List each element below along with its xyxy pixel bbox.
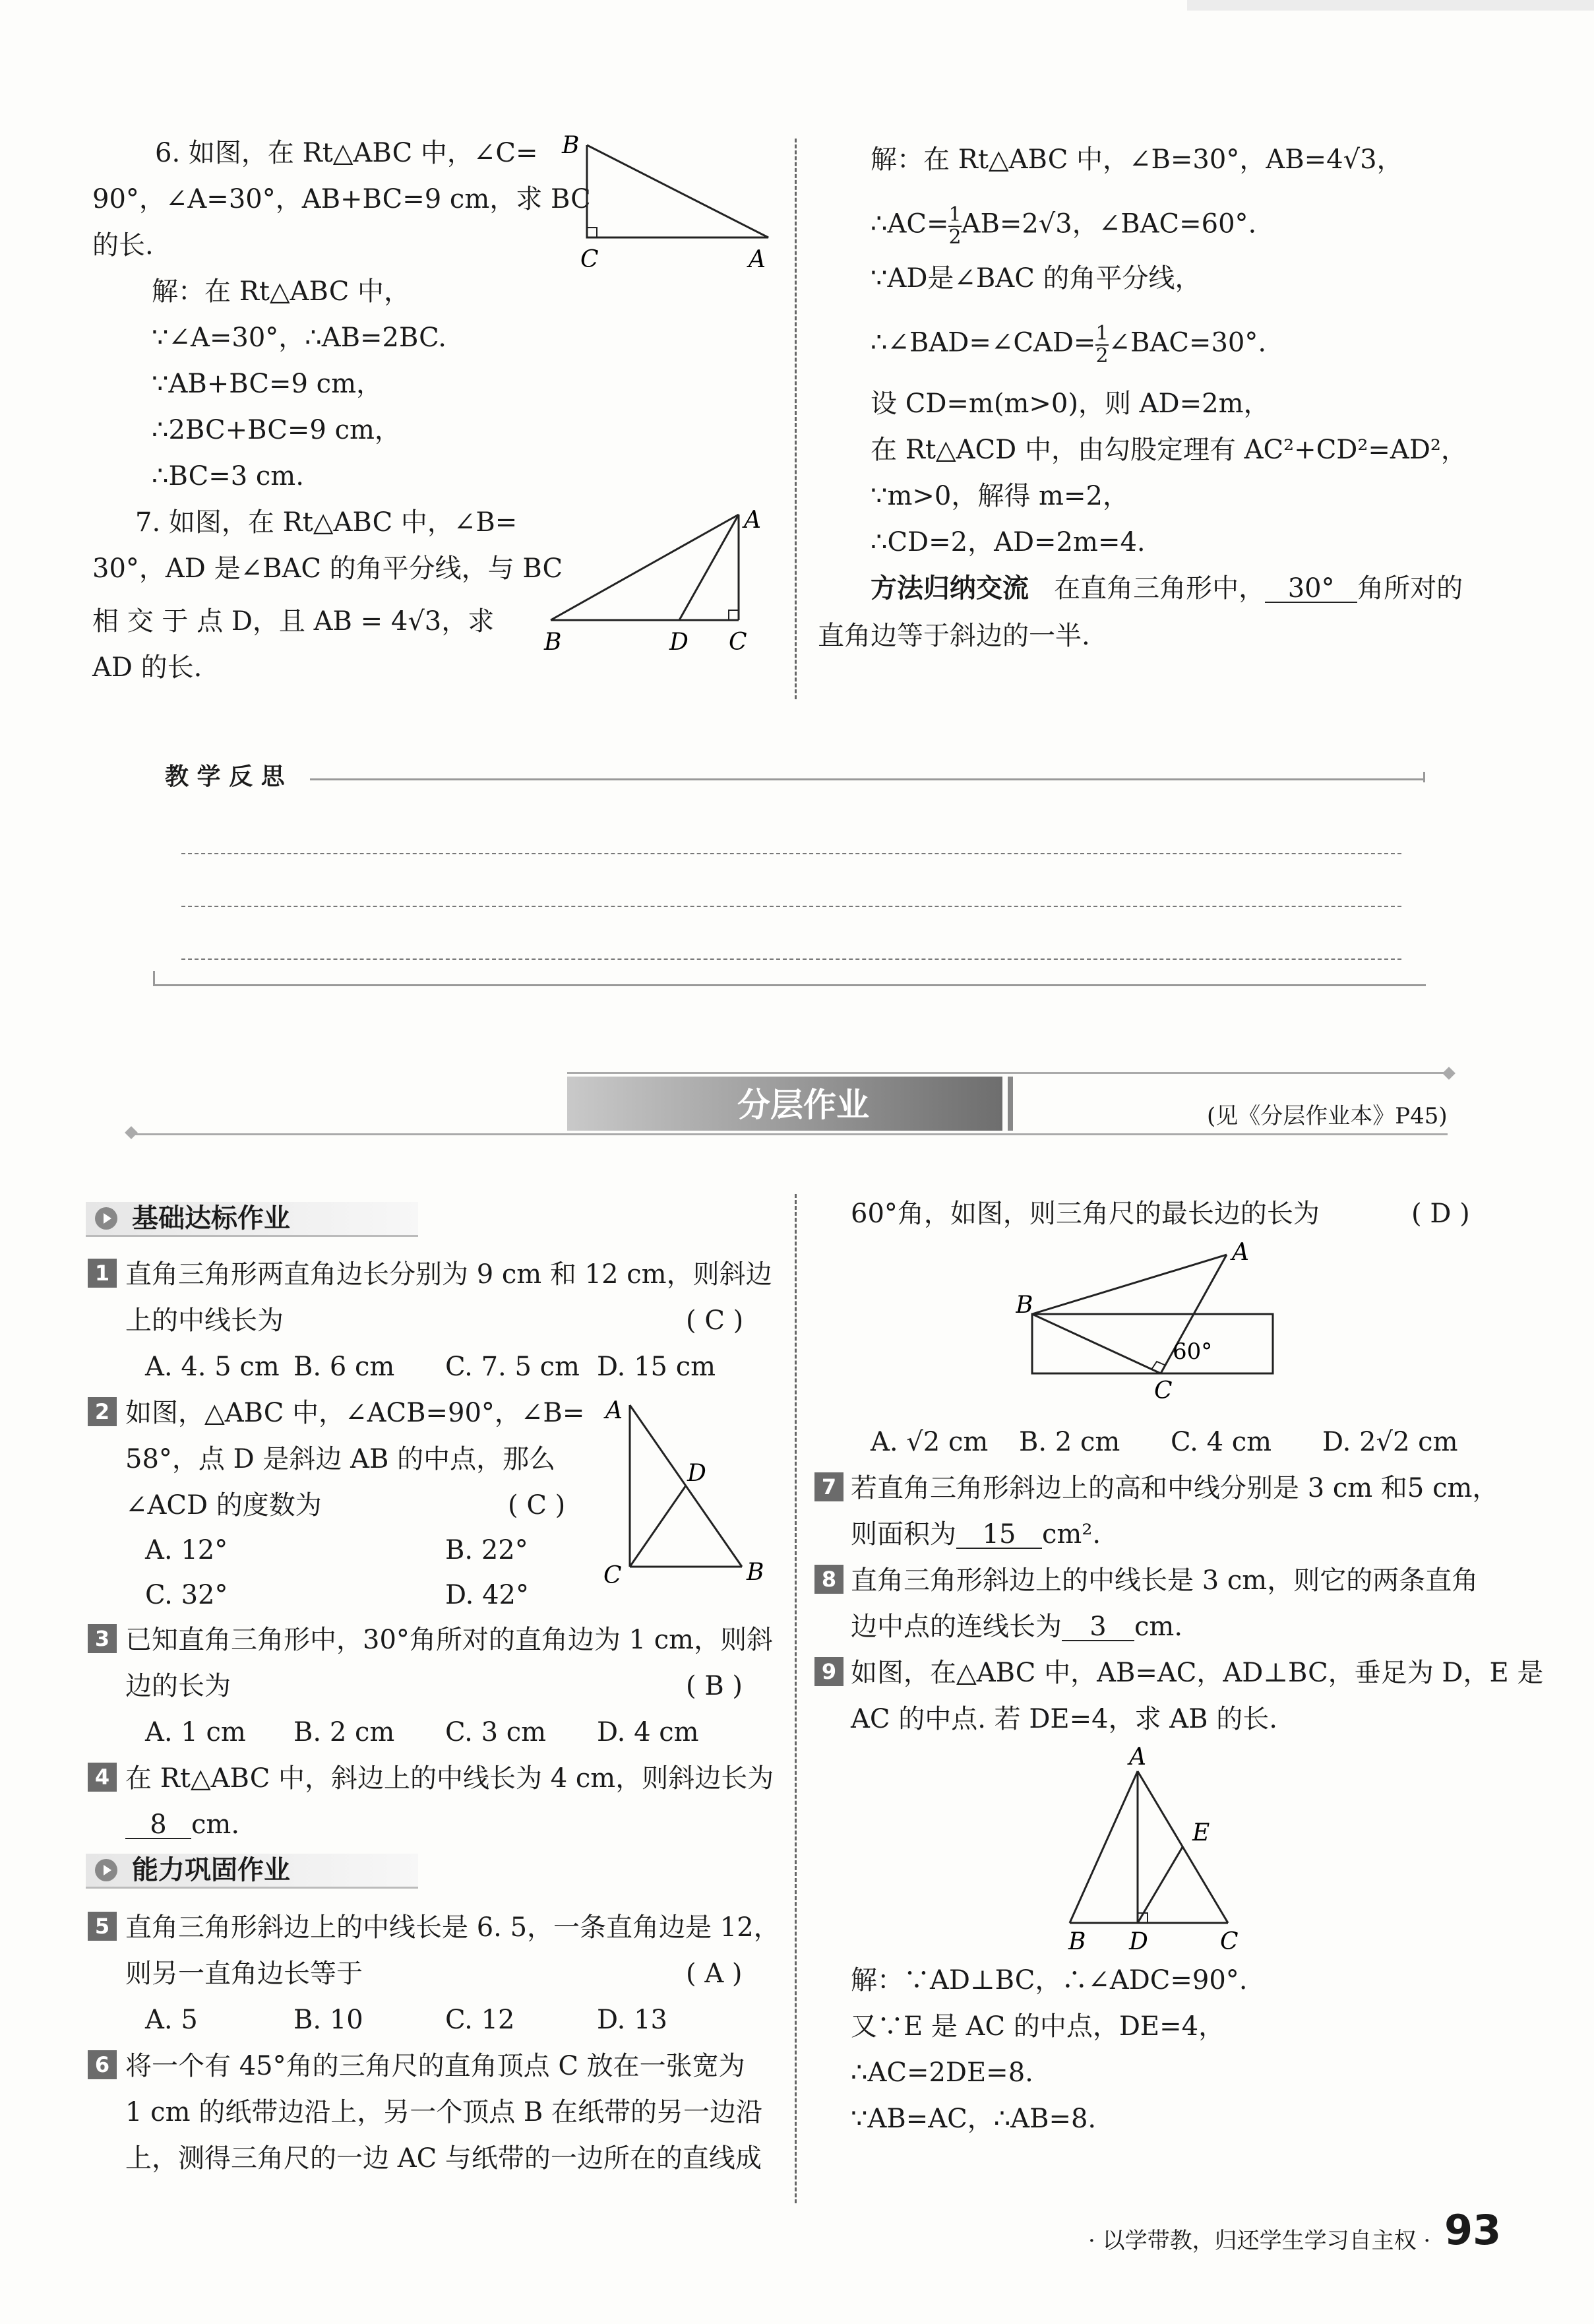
q9-fig-label-d: D bbox=[1129, 1928, 1148, 1953]
banner-rule-left-diamond bbox=[125, 1126, 138, 1139]
reflection-top-rule bbox=[310, 778, 1425, 780]
section-arrow-icon bbox=[95, 1859, 117, 1881]
rs-line-5: 设 CD=m(m>0)，则 AD=2m， bbox=[871, 389, 1270, 419]
q7-line-1: 若直角三角形斜边上的高和中线分别是 3 cm 和5 cm， bbox=[851, 1473, 1499, 1503]
q2-number-badge: 2 bbox=[88, 1397, 117, 1426]
bottom-column-divider bbox=[795, 1194, 797, 2203]
q7-line-3: 相 交 于 点 D，且 AB = 4√3，求 bbox=[92, 606, 495, 637]
method-pre: 在直角三角形中， bbox=[1054, 573, 1266, 604]
q9-line-1: 如图，在△ABC 中，AB=AC，AD⊥BC，垂足为 D，E 是 bbox=[851, 1658, 1544, 1688]
rs-line-6: 在 Rt△ACD 中，由勾股定理有 AC²+CD²=AD²， bbox=[871, 435, 1467, 465]
q9-fig-label-a: A bbox=[1129, 1743, 1146, 1771]
q8-pre: 边中点的连线长为 bbox=[851, 1612, 1062, 1642]
q2-fig-label-b: B bbox=[747, 1559, 764, 1586]
q5-number-badge: 5 bbox=[88, 1912, 117, 1941]
q5-line-1: 直角三角形斜边上的中线长是 6. 5，一条直角边是 12， bbox=[125, 1912, 780, 1943]
q7-line-4: AD 的长. bbox=[92, 652, 202, 683]
q3-line-1: 已知直角三角形中，30°角所对的直角边为 1 cm，则斜 bbox=[125, 1625, 774, 1655]
q7-post: cm². bbox=[1042, 1519, 1101, 1550]
rs-fraction-2-den: 2 bbox=[1095, 344, 1109, 367]
section-basic-title: 基础达标作业 bbox=[132, 1203, 290, 1234]
q6-sol-4: ∴2BC+BC=9 cm， bbox=[152, 415, 401, 445]
top-column-divider bbox=[795, 139, 797, 699]
banner-end-bar bbox=[1008, 1077, 1013, 1131]
q6-fig-angle: 60° bbox=[1173, 1338, 1213, 1365]
q6-sol-3: ∵AB+BC=9 cm， bbox=[152, 369, 383, 399]
rs-line-4 bbox=[871, 323, 1266, 366]
rs-line-2 bbox=[871, 204, 1256, 247]
q7-fig-label-c: C bbox=[729, 629, 747, 656]
q4-post: cm. bbox=[191, 1809, 240, 1840]
q7-fig-label-a: A bbox=[744, 507, 761, 534]
q9-sol-3: ∴AC=2DE=8. bbox=[851, 2057, 1033, 2088]
q1-option-d: D. 15 cm bbox=[597, 1352, 716, 1382]
q6-option-a: A. √2 cm bbox=[871, 1427, 989, 1457]
q8-number-badge: 8 bbox=[814, 1565, 843, 1594]
q6-line-1: 6. 如图，在 Rt△ABC 中，∠C= bbox=[155, 138, 538, 168]
reflection-title: 教 学 反 思 bbox=[165, 763, 285, 790]
banner-rule bbox=[132, 1133, 1448, 1135]
method-summary-line-1 bbox=[871, 575, 1463, 603]
rs-fraction-2 bbox=[1095, 323, 1108, 366]
rs-line-4-post: ∠BAC=30°. bbox=[1108, 327, 1267, 358]
q6-sol-2: ∵∠A=30°，∴AB=2BC. bbox=[152, 323, 446, 353]
q1-line-2: 上的中线长为 bbox=[125, 1305, 284, 1336]
q3-number-badge: 3 bbox=[88, 1624, 117, 1653]
q2-line-1: 如图，△ABC 中，∠ACB=90°，∠B= bbox=[125, 1398, 585, 1428]
rs-line-2-pre: ∴AC= bbox=[871, 208, 949, 239]
q2-fig-label-d: D bbox=[687, 1460, 706, 1487]
q1-line-1: 直角三角形两直角边长分别为 9 cm 和 12 cm，则斜边 bbox=[125, 1259, 772, 1290]
q2-option-d: D. 42° bbox=[445, 1580, 529, 1610]
rs-line-3: ∵AD是∠BAC 的角平分线， bbox=[871, 263, 1202, 294]
q8-line-1: 直角三角形斜边上的中线长是 3 cm，则它的两条直角 bbox=[851, 1565, 1479, 1596]
q9-number-badge: 9 bbox=[814, 1657, 843, 1686]
q9-line-2: AC 的中点. 若 DE=4，求 AB 的长. bbox=[851, 1704, 1278, 1734]
q6-fig-label-c: C bbox=[1154, 1377, 1173, 1404]
q6-fig-label-a: A bbox=[1232, 1240, 1249, 1266]
rs-line-7: ∵m>0，解得 m=2， bbox=[871, 481, 1129, 511]
q3-option-b: B. 2 cm bbox=[293, 1717, 395, 1747]
method-post: 角所对的 bbox=[1357, 573, 1463, 604]
method-blank: 30° bbox=[1265, 575, 1357, 603]
reflection-writing-line-1 bbox=[181, 853, 1401, 854]
q9-sol-4: ∵AB=AC，∴AB=8. bbox=[851, 2104, 1097, 2134]
q8-line-2 bbox=[851, 1614, 1182, 1641]
q7-line-2: 30°，AD 是∠BAC 的角平分线，与 BC bbox=[92, 553, 563, 584]
q5-option-a: A. 5 bbox=[145, 2005, 198, 2035]
q6-fig-label-b: B bbox=[562, 132, 580, 159]
method-label: 方法归纳交流 bbox=[871, 573, 1029, 604]
q5-option-b: B. 10 bbox=[293, 2005, 363, 2035]
section-ability-title: 能力巩固作业 bbox=[132, 1855, 290, 1885]
q2-line-2: 58°，点 D 是斜边 AB 的中点，那么 bbox=[125, 1444, 556, 1474]
rs-line-8: ∴CD=2，AD=2m=4. bbox=[871, 527, 1146, 557]
q7-pre: 则面积为 bbox=[851, 1519, 956, 1550]
q7-blank: 15 bbox=[956, 1521, 1042, 1549]
q6-answer: ( D ) bbox=[1411, 1199, 1470, 1229]
q4-line-1: 在 Rt△ABC 中，斜边上的中线长为 4 cm，则斜边长为 bbox=[125, 1763, 774, 1794]
q2-fig-label-c: C bbox=[603, 1562, 622, 1589]
q1-number-badge: 1 bbox=[88, 1259, 117, 1288]
q6-line-2: 90°，∠A=30°，AB+BC=9 cm，求 BC bbox=[92, 184, 591, 214]
q6-line-3: 的长. bbox=[92, 230, 154, 261]
q1-option-c: C. 7. 5 cm bbox=[445, 1352, 580, 1382]
section-arrow-icon bbox=[95, 1207, 117, 1230]
q2-fig-label-a: A bbox=[605, 1397, 623, 1424]
q2-answer: ( C ) bbox=[508, 1490, 566, 1521]
q3-line-2: 边的长为 bbox=[125, 1671, 231, 1701]
q6-fig-label-b: B bbox=[1016, 1292, 1033, 1319]
banner-reference: (见《分层作业本》P45) bbox=[1207, 1103, 1448, 1129]
q1-option-a: A. 4. 5 cm bbox=[145, 1352, 280, 1382]
reflection-writing-line-2 bbox=[181, 906, 1401, 907]
rs-line-2-post: AB=2√3，∠BAC=60°. bbox=[961, 208, 1257, 239]
top-edge-shadow bbox=[1187, 0, 1594, 11]
q6-line-1: 将一个有 45°角的三角尺的直角顶点 C 放在一张宽为 bbox=[125, 2051, 745, 2081]
q6-line-3: 上，测得三角尺的一边 AC 与纸带的一边所在的直线成 bbox=[125, 2143, 762, 2174]
q7-line-1: 7. 如图，在 Rt△ABC 中，∠B= bbox=[135, 507, 518, 538]
q7-triangle-figure bbox=[541, 501, 765, 660]
q6-number-badge: 6 bbox=[88, 2050, 117, 2079]
q6-option-c: C. 4 cm bbox=[1171, 1427, 1272, 1457]
q7-line-2 bbox=[851, 1521, 1101, 1549]
section-ability-header bbox=[86, 1854, 418, 1889]
q9-triangle-figure bbox=[1055, 1742, 1266, 1953]
q3-option-c: C. 3 cm bbox=[445, 1717, 547, 1747]
rs-fraction-1-den: 2 bbox=[948, 225, 962, 249]
rs-fraction-1-num: 1 bbox=[948, 203, 962, 226]
q1-answer: ( C ) bbox=[686, 1305, 744, 1336]
reflection-right-tick bbox=[1423, 772, 1425, 782]
q5-option-d: D. 13 bbox=[597, 2005, 667, 2035]
q5-line-2: 则另一直角边长等于 bbox=[125, 1959, 363, 1989]
rs-line-1: 解：在 Rt△ABC 中，∠B=30°，AB=4√3， bbox=[871, 144, 1403, 175]
page-number: 93 bbox=[1444, 2206, 1502, 2254]
q4-blank: 8 bbox=[125, 1811, 191, 1839]
q2-option-c: C. 32° bbox=[145, 1580, 228, 1610]
q6-line-2: 1 cm 的纸带边沿上，另一个顶点 B 在纸带的另一边沿 bbox=[125, 2097, 763, 2127]
q2-triangle-figure bbox=[600, 1392, 772, 1590]
q7-fig-label-b: B bbox=[544, 629, 562, 656]
reflection-left-tick bbox=[153, 971, 155, 986]
q6-fig-label-c: C bbox=[580, 246, 599, 273]
q2-option-a: A. 12° bbox=[145, 1535, 228, 1565]
method-summary-line-2: 直角边等于斜边的一半. bbox=[818, 621, 1090, 651]
q9-fig-label-b: B bbox=[1068, 1928, 1086, 1953]
rs-line-4-pre: ∴∠BAD=∠CAD= bbox=[871, 327, 1096, 358]
banner-upper-rule bbox=[567, 1072, 1448, 1074]
q7-fig-label-d: D bbox=[669, 629, 689, 656]
section-basic-header bbox=[86, 1202, 418, 1237]
q9-sol-1: 解：∵AD⊥BC，∴∠ADC=90°. bbox=[851, 1965, 1248, 1995]
q9-fig-label-c: C bbox=[1220, 1928, 1239, 1953]
rs-fraction-2-num: 1 bbox=[1095, 322, 1109, 345]
q6-fig-label-a: A bbox=[749, 246, 766, 273]
banner-title: 分层作业 bbox=[737, 1086, 869, 1124]
q6-option-d: D. 2√2 cm bbox=[1322, 1427, 1458, 1457]
q6-sol-5: ∴BC=3 cm. bbox=[152, 461, 304, 491]
q9-fig-label-e: E bbox=[1192, 1819, 1210, 1846]
reflection-bottom-rule bbox=[153, 984, 1426, 986]
rs-fraction-1 bbox=[948, 204, 961, 247]
q6-line-4: 60°角，如图，则三角尺的最长边的长为 bbox=[851, 1199, 1320, 1229]
q8-post: cm. bbox=[1134, 1612, 1183, 1642]
q3-answer: ( B ) bbox=[686, 1671, 743, 1701]
q5-option-c: C. 12 bbox=[445, 2005, 515, 2035]
q6-sol-1: 解：在 Rt△ABC 中， bbox=[152, 276, 411, 307]
q6-ruler-figure bbox=[1016, 1240, 1293, 1405]
footer-motto: · 以学带教，归还学生学习自主权 · bbox=[1088, 2228, 1431, 2254]
q6-option-b: B. 2 cm bbox=[1019, 1427, 1120, 1457]
reflection-writing-line-3 bbox=[181, 958, 1401, 960]
q3-option-a: A. 1 cm bbox=[145, 1717, 246, 1747]
q2-option-b: B. 22° bbox=[445, 1535, 528, 1565]
q6-triangle-figure bbox=[554, 132, 778, 277]
q8-blank: 3 bbox=[1062, 1614, 1134, 1641]
q9-sol-2: 又∵E 是 AC 的中点，DE=4， bbox=[851, 2011, 1225, 2042]
q5-answer: ( A ) bbox=[686, 1959, 743, 1989]
q1-option-b: B. 6 cm bbox=[293, 1352, 395, 1382]
q4-number-badge: 4 bbox=[88, 1763, 117, 1792]
q3-option-d: D. 4 cm bbox=[597, 1717, 699, 1747]
q7-number-badge: 7 bbox=[814, 1472, 843, 1501]
q4-line-2 bbox=[125, 1811, 239, 1839]
q2-line-3: ∠ACD 的度数为 bbox=[125, 1490, 322, 1521]
